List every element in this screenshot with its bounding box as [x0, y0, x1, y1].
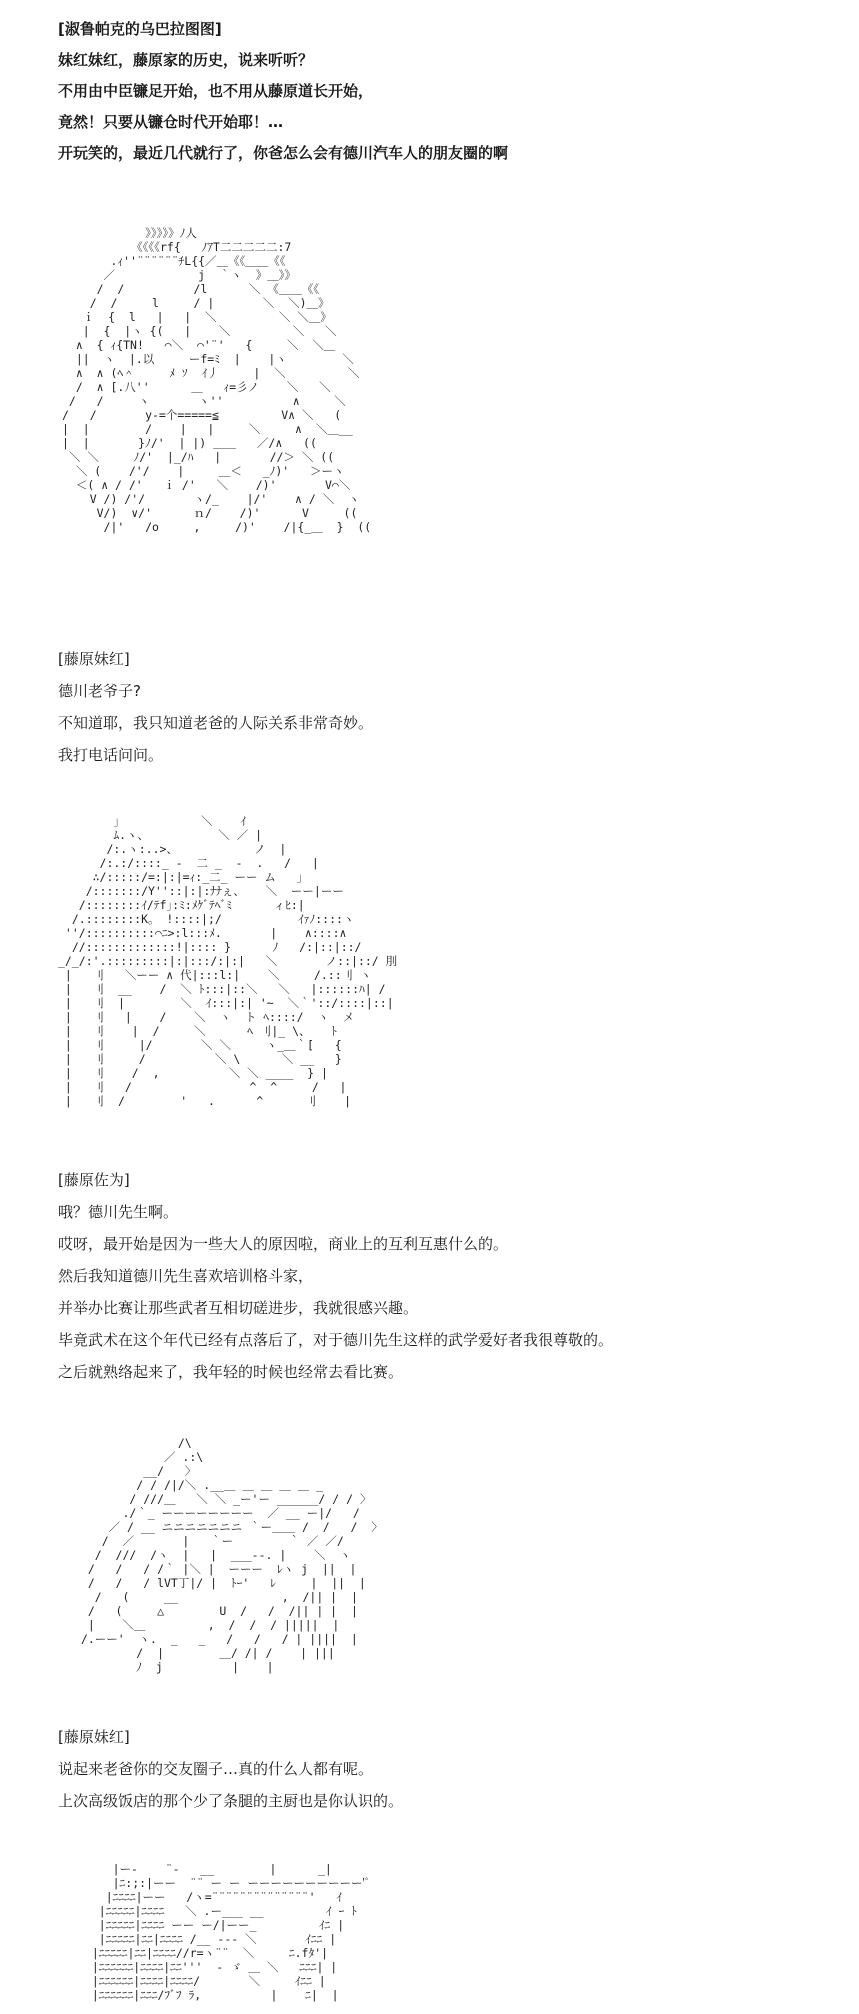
dialogue-line: 然后我知道德川先生喜欢培训格斗家，	[58, 1267, 314, 1285]
intro-line: 不用由中臣镰足开始，也不用从藤原道长开始，	[58, 82, 374, 100]
intro-title: [淑鲁帕克的乌巴拉图图]	[58, 20, 222, 38]
intro-line: 妹红妹红，藤原家的历史，说来听听？	[58, 51, 314, 69]
ascii-art-building: |ー- ¨- __ | _| |ﾆ:;:|ーー ¨¨ ー ー ーーーーーーーーーー'ﾟ |ﾆﾆﾆﾆ|ーー /ヽ=¨¨¨¨¨¨¨¨¨¨¨¨¨¨' ｲ |ﾆﾆﾆﾆﾆ|ﾆﾆﾆﾆ ＼ .ー___ __ ｲ ｰ ﾄ |ﾆﾆﾆﾆﾆ|ﾆﾆﾆﾆ ーー ー/|ーー_ ｲﾆ | |ﾆﾆﾆﾆﾆ|ﾆﾆ|ﾆﾆﾆﾆ /__ --- ＼ ｲﾆﾆ | |ﾆﾆﾆﾆﾆ|ﾆﾆ|ﾆﾆﾆﾆ//r=ヽ¨¨ ＼ ﾆ.fﾀ'| |ﾆﾆﾆﾆﾆﾆ|ﾆﾆﾆﾆ|ﾆﾆ''' - ゞ ＿ ＼ ﾆﾆﾆ| | |ﾆﾆﾆﾆﾆﾆ|ﾆﾆﾆﾆ|ﾆﾆﾆﾆ/ ＼ ｲﾆﾆ | |ﾆﾆﾆﾆﾆﾆ|ﾆﾆﾆ/ﾌﾞﾌ ﾗ, | ﾆ| |	[91, 1862, 371, 2002]
ascii-art-mokou-1: 》》》》》ﾉ人 《《《《rf{ ﾉｱT二二二二二:7 .ｨ''¨¨¨¨¨¨ﾁL{{／＿《《＿＿《《 ／ j ｀ヽ 》＿》》 / / /l ＼ 《＿＿《《 / / l / | ＼ ＼)＿》 ｉ { l | | ＼ ＼ ＼＿》 | { |ヽ {( | ＼ ＼ ＼ ∧ { ｨ{TN! ⌒＼ ⌒'¨' { ＼ ＼＿ || ヽ |.以 ーf=ﾐ | |ヽ ＼ ∧ ∧ (ﾍ＾ ﾒ ｿ ｲ丿 | ＼ ＼ / ∧ [.八'' ＿ ｨ=彡ノ ＼ ＼ / / ヽ ヽ'' ∧ ＼ / / y-=个=====≦ V∧ ＼ ( | | / | | ＼ ∧ ＼＿__ | | }ﾉ/' | |) ＿＿ ／/∧ (( ＼ ＼ ﾉ/' |_/ﾊ | //＞ ＼ (( ＼ ( /'/ | ＿＜ _ﾉ)' ＞ーヽ ＜( ∧ / /' ｉ /' ＼ /)' V⌒＼ V /) /'/ ヽ/_ |/' ∧ / ＼ ヽ V/) ∨/' ｎ/ /)' V (( /|' /o , /)' /|{_＿ } ((	[62, 226, 372, 534]
intro-block	[58, 14, 508, 169]
ascii-art-sai: 」 ＼ ｲ ﾑ.ヽ、 ＼ ／ | /:.ヽ:..>、 ノ | /:.:/::::_ - 二 _ - . / | ∴/:::::/=:|:|=ｨ:_二_ ーー ム 」 /:::::::/Y''::|:|:ﾅﾅぇ、 ＼ ーー|ーー /::::::::ｲ/ﾃf｣:ﾐ:ﾒｹﾞﾃﾍﾞﾐ ィﾋ:| /.::::::::K。 !::::|;/ ｲｧﾉ::::ヽ ''/::::::::::⌒ﾆ>:l:::ﾒ. | ∧::::∧ //:::::::::::::!|:::: } ﾉ /:|::|::/ _/_/:'.:::::::::|:|:::/:|:| ＼ ノ::|::/ 刖 | 刂 ＼ーー ∧ 代|:::l:| ＼ /.::刂 ヽ | 刂 __ / ＼ ﾄ:::|::＼ ＼ |::::::ﾊ| / | 刂 | ＼ ｲ:::|:| '~ ＼｀'::/::::|::| | 刂 | / ＼ ヽ ト ﾍ::::/ ヽ メ | 刂 | / ＼ ﾍ 刂|_ \、 ﾄ | 刂 |/ ＼ ＼ ヽ_＿｀[ { | 刂 / ＼ \ ＼ __ } | 刂 / , ＼ ＼ ____ } | | 刂 / ^ ^ / | | 刂 / ' . ^ 刂 |	[58, 814, 398, 1108]
intro-line: 竟然！只要从镰仓时代开始耶！…	[58, 113, 284, 131]
scene-3	[58, 1721, 403, 1817]
dialogue-line: 哦？德川先生啊。	[58, 1203, 179, 1221]
dialogue-line: 哎呀，最开始是因为一些大人的原因啦，商业上的互利互惠什么的。	[58, 1235, 509, 1253]
dialogue-line: 上次高级饭店的那个少了条腿的主厨也是你认识的。	[58, 1792, 404, 1810]
speaker-label: [藤原妹红]	[58, 1728, 130, 1746]
dialogue-line: 我打电话问问。	[58, 746, 164, 764]
speaker-label: [藤原妹红]	[58, 650, 130, 668]
dialogue-line: 说起来老爸你的交友圈子…真的什么人都有呢。	[58, 1760, 374, 1778]
dialogue-line: 毕竟武术在这个年代已经有点落后了，对于德川先生这样的武学爱好者我很尊敬的。	[58, 1331, 614, 1349]
intro-line: 开玩笑的，最近几代就行了，你爸怎么会有德川汽车人的朋友圈的啊	[58, 144, 509, 162]
scene-2	[58, 1164, 613, 1388]
dialogue-line: 不知道耶，我只知道老爸的人际关系非常奇妙。	[58, 714, 374, 732]
dialogue-line: 并举办比赛让那些武者互相切磋进步，我就很感兴趣。	[58, 1299, 419, 1317]
dialogue-line: 之后就熟络起来了，我年轻的时候也经常去看比赛。	[58, 1363, 404, 1381]
speaker-label: [藤原佐为]	[58, 1171, 130, 1189]
scene-1	[58, 643, 373, 771]
dialogue-line: 德川老爷子?	[58, 682, 141, 700]
ascii-art-mokou-2: /\ ／ .:\ __/ 〉 / / /|/＼ .__＿ ＿ ＿ ＿ ＿ _ / ///＿ ＼ ＼ _ー'ー ______/ / / 〉 ./｀_ ーーーーーーーー ／ __ ー|/ / ／ / __ ニニニニニニニ ｀ー＿＿ / / / 〉 / ／ | ｀ー ｀ ／ ／/ / /// /ヽ | | ___--. | ＼ ヽ / / / /｀ |＼ | ーーー ﾚヽ j || | / / / lVT丁|/ | ﾄｰ' ﾚ | || | / ( __ , /|| | | / ( △ U / / /|| | | | | ＼＿ , / / / ||||| | /.ーー' ヽ. _ _ / / / | |||| | / | ＿/ /| / | ||| ﾉ j | |	[80, 1436, 383, 1674]
